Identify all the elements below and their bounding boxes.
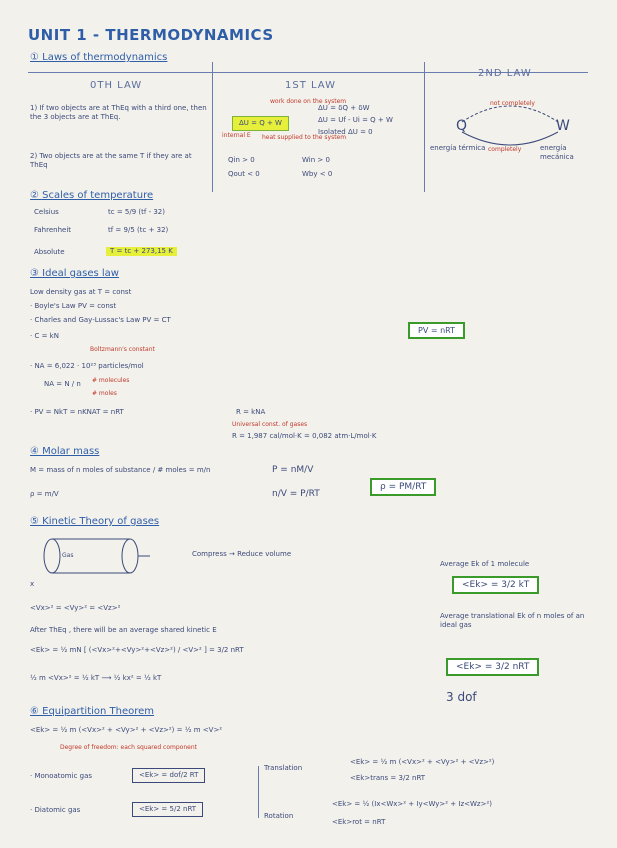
universal-note: Universal const. of gases xyxy=(232,421,308,428)
velocity-eq: <Vx>² = <Vy>² = <Vz>² xyxy=(30,604,121,612)
gas-label: Gas xyxy=(62,552,74,559)
scale-celsius-formula: tc = 5/9 (tf - 32) xyxy=(108,208,165,216)
scale-celsius: Celsius xyxy=(34,208,59,216)
avg-ek-moles-title: Average translational Ek of n moles of an ideal gas xyxy=(440,612,585,629)
translation-eq-1: <Ek> = ½ m (<Vx>² + <Vy>² + <Vz>²) xyxy=(350,758,495,766)
rotation-eq-1: <Ek> = ½ (Ix<Wx>² + Iy<Wy>² + Iz<Wz>²) xyxy=(332,800,492,808)
heat-symbol: Q xyxy=(456,118,468,134)
pv-nrt-line: · PV = NkT = nKNAT = nRT xyxy=(30,408,124,416)
rotation-eq-2: <Ek>rot = nRT xyxy=(332,818,386,826)
gas-cylinder-illustration xyxy=(40,536,150,576)
pressure-eq: P = nM/V xyxy=(272,465,314,475)
second-law-label: 2ND LAW xyxy=(478,68,532,79)
monoatomic-box: <Ek> = dof/2 RT xyxy=(132,768,205,783)
internal-energy-note: internal E xyxy=(222,132,251,139)
w-in: Win > 0 xyxy=(302,156,330,164)
boltzmann-note: Boltzmann's constant xyxy=(90,346,155,353)
density-box: ρ = PM/RT xyxy=(370,478,436,496)
zeroth-law-text-2: 2) Two objects are at the same T if they are at ThEq xyxy=(30,152,192,169)
completely-label: completely xyxy=(488,146,522,153)
avogadro: · NA = 6,022 · 10²³ particles/mol xyxy=(30,362,144,370)
zeroth-law-label: 0TH LAW xyxy=(90,80,143,91)
avg-ek-molecule-title: Average Ek of 1 molecule xyxy=(440,560,530,568)
scale-fahrenheit: Fahrenheit xyxy=(34,226,72,234)
diatomic-label: · Diatomic gas xyxy=(30,806,81,814)
pv-nrt-box: PV = nRT xyxy=(408,322,465,339)
work-note: work done on the system xyxy=(270,98,347,105)
scale-absolute-formula: T = tc + 273,15 K xyxy=(106,247,177,256)
thermal-energy-label: energía térmica xyxy=(430,144,486,152)
first-law-equation: ΔU = Q + W xyxy=(232,116,289,131)
x-axis-label: x xyxy=(30,580,35,588)
w-by: Wby < 0 xyxy=(302,170,333,178)
translation-label: Translation xyxy=(264,764,303,772)
section-heading-scales: ② Scales of temperature xyxy=(30,190,154,201)
avogadro-def: NA = N / n xyxy=(44,380,81,388)
translation-eq-2: <Ek>trans = 3/2 nRT xyxy=(350,774,426,782)
q-in: Qin > 0 xyxy=(228,156,255,164)
zeroth-law-text-1: 1) If two objects are at ThEq with a third one, then the 3 objects are at ThEq. xyxy=(30,104,207,121)
after-theq-note: After ThEq , there will be an average shared kinetic E xyxy=(30,626,217,634)
diatomic-box: <Ek> = 5/2 nRT xyxy=(132,802,203,817)
scale-absolute: Absolute xyxy=(34,248,65,256)
r-values: R = 1,987 cal/mol·K = 0,082 atm·L/mol·K xyxy=(232,432,377,440)
scale-fahrenheit-formula: tf = 9/5 (tc + 32) xyxy=(108,226,169,234)
avg-ek-molecule-box: <Ek> = 3/2 kT xyxy=(452,576,539,594)
ideal-line-2: · Boyle's Law PV = const xyxy=(30,302,117,310)
first-law-rhs-1: ΔU = δQ + δW xyxy=(318,104,370,112)
rotation-label: Rotation xyxy=(264,812,294,820)
section-heading-laws: ① Laws of thermodynamics xyxy=(30,52,168,63)
not-completely-label: not completely xyxy=(490,100,535,107)
dof-note: Degree of freedom: each squared component xyxy=(60,744,197,751)
molar-mass-eq: M = mass of n moles of substance / # moles = m/n xyxy=(30,466,211,474)
avg-ek-moles-box: <Ek> = 3/2 nRT xyxy=(446,658,539,676)
work-symbol: W xyxy=(556,118,570,134)
ideal-line-3: · Charles and Gay-Lussac's Law PV = CT xyxy=(30,316,171,324)
ideal-line-1: Low density gas at T = const xyxy=(30,288,132,296)
first-law-rhs-3: Isolated ΔU = 0 xyxy=(318,128,373,136)
page-title: UNIT 1 - THERMODYNAMICS xyxy=(28,26,274,44)
first-law-label: 1ST LAW xyxy=(285,80,336,91)
compress-note: Compress → Reduce volume xyxy=(192,550,292,558)
section-heading-molar-mass: ④ Molar mass xyxy=(30,446,100,457)
section-heading-equipartition: ⑥ Equipartition Theorem xyxy=(30,706,155,717)
molecules-note: # molecules xyxy=(92,377,130,384)
mechanical-energy-label: energía mecánica xyxy=(540,144,574,161)
section-heading-ideal-gases: ③ Ideal gases law xyxy=(30,268,119,279)
equipartition-eq: <Ek> = ½ m (<Vx>² + <Vy>² + <Vz>²) = ½ m <V>² xyxy=(30,726,223,734)
first-law-rhs-2: ΔU = Uf - Ui = Q + W xyxy=(318,116,393,124)
half-mv-eq: ½ m <Vx>² = ½ kT ⟶ ½ kx² = ½ kT xyxy=(30,674,162,682)
monoatomic-label: · Monoatomic gas xyxy=(30,772,93,780)
r-equation: R = kNA xyxy=(236,408,266,416)
n-over-v-eq: n/V = P/RT xyxy=(272,489,320,499)
density-eq: ρ = m/V xyxy=(30,490,59,498)
heat-note: heat supplied to the system xyxy=(262,134,347,141)
dof-label: 3 dof xyxy=(446,690,477,704)
kinetic-energy-eq: <Ek> = ½ mN [ (<Vx>²+<Vy>²+<Vz>²) / <V>² ] = 3/2 nRT xyxy=(30,646,244,654)
ideal-line-4: · C = kN xyxy=(30,332,59,340)
q-out: Qout < 0 xyxy=(228,170,260,178)
moles-note: # moles xyxy=(92,390,117,397)
section-heading-kinetic: ⑤ Kinetic Theory of gases xyxy=(30,516,160,527)
